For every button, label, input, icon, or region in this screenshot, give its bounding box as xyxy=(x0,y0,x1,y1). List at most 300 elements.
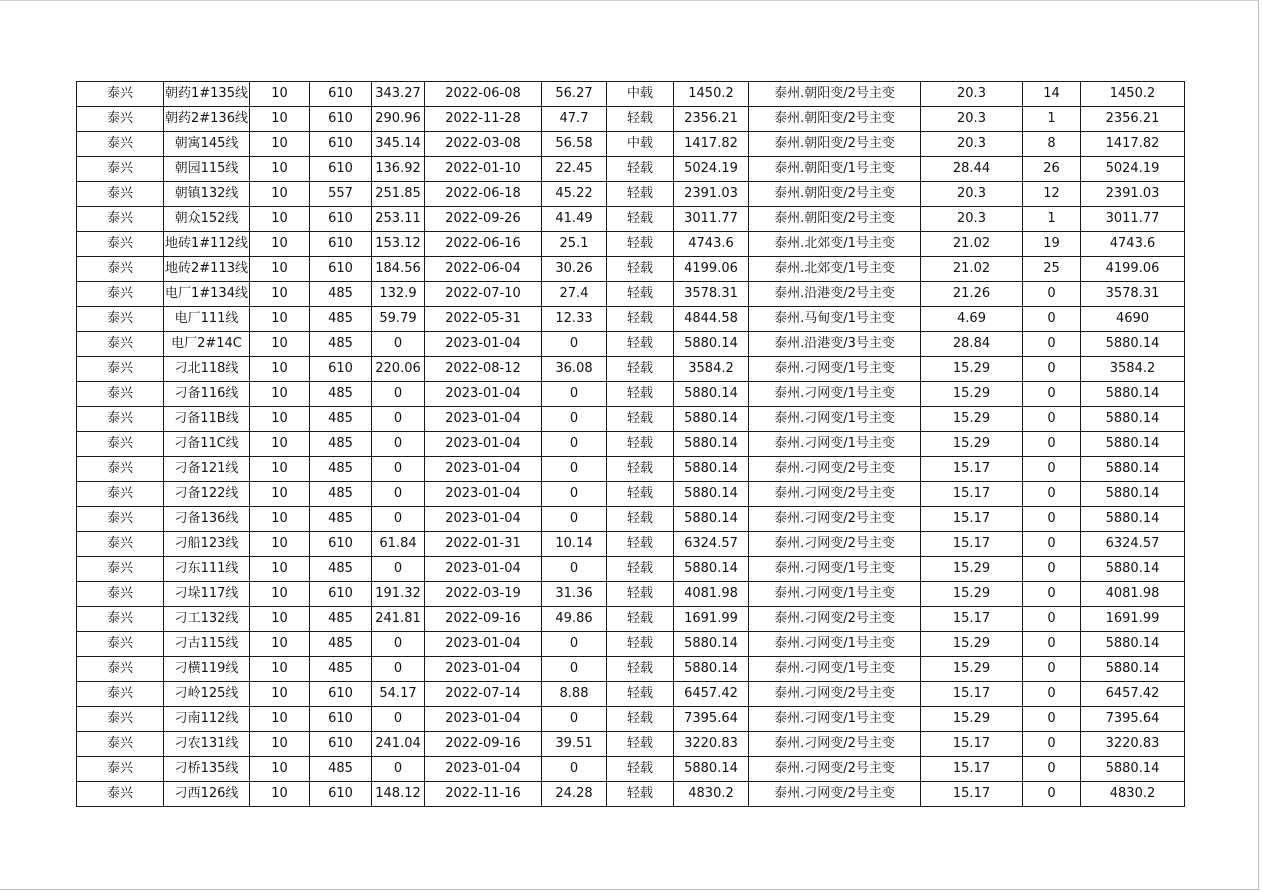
rated-current-cell: 610 xyxy=(310,82,372,107)
table-row xyxy=(77,457,1185,482)
available-capacity-cell: 2391.03 xyxy=(674,182,749,207)
date-cell: 2023-01-04 xyxy=(425,557,542,582)
date-cell: 2022-01-31 xyxy=(425,532,542,557)
available-capacity-cell: 5024.19 xyxy=(674,157,749,182)
count-cell: 0 xyxy=(1023,407,1081,432)
available-capacity-cell: 5880.14 xyxy=(674,757,749,782)
max-current-cell: 191.32 xyxy=(372,582,425,607)
voltage-cell: 10 xyxy=(250,457,310,482)
date-cell: 2023-01-04 xyxy=(425,382,542,407)
line-name-cell: 刁工132线 xyxy=(164,607,250,632)
county-cell: 泰兴 xyxy=(77,407,164,432)
county-cell: 泰兴 xyxy=(77,532,164,557)
table-row xyxy=(77,582,1185,607)
substation-transformer-cell: 泰州.北郊变/1号主变 xyxy=(749,232,921,257)
line-name-cell: 朝药2#136线 xyxy=(164,107,250,132)
max-current-cell: 184.56 xyxy=(372,257,425,282)
substation-transformer-cell: 泰州.马甸变/1号主变 xyxy=(749,307,921,332)
available-capacity-cell: 5880.14 xyxy=(674,632,749,657)
voltage-cell: 10 xyxy=(250,82,310,107)
substation-transformer-cell: 泰州.刁网变/1号主变 xyxy=(749,632,921,657)
line-name-cell: 朝药1#135线 xyxy=(164,82,250,107)
date-cell: 2023-01-04 xyxy=(425,657,542,682)
max-current-cell: 0 xyxy=(372,382,425,407)
available-capacity-cell: 3584.2 xyxy=(674,357,749,382)
substation-transformer-cell: 泰州.朝阳变/2号主变 xyxy=(749,132,921,157)
table-row xyxy=(77,657,1185,682)
load-rate-cell: 22.45 xyxy=(542,157,607,182)
count-cell: 0 xyxy=(1023,607,1081,632)
capacity-cell: 3578.31 xyxy=(1081,282,1185,307)
load-status-cell: 中载 xyxy=(607,82,674,107)
table-row xyxy=(77,307,1185,332)
capacity-cell: 1691.99 xyxy=(1081,607,1185,632)
capacity-cell: 4081.98 xyxy=(1081,582,1185,607)
max-current-cell: 0 xyxy=(372,707,425,732)
date-cell: 2023-01-04 xyxy=(425,482,542,507)
substation-transformer-cell: 泰州.刁网变/1号主变 xyxy=(749,432,921,457)
transformer-load-cell: 15.29 xyxy=(921,707,1023,732)
table-row xyxy=(77,282,1185,307)
voltage-cell: 10 xyxy=(250,607,310,632)
load-rate-cell: 30.26 xyxy=(542,257,607,282)
transformer-load-cell: 15.17 xyxy=(921,507,1023,532)
max-current-cell: 345.14 xyxy=(372,132,425,157)
count-cell: 0 xyxy=(1023,482,1081,507)
load-rate-cell: 31.36 xyxy=(542,582,607,607)
table-row xyxy=(77,632,1185,657)
table-row xyxy=(77,432,1185,457)
transformer-load-cell: 15.17 xyxy=(921,757,1023,782)
load-status-cell: 轻载 xyxy=(607,357,674,382)
load-status-cell: 轻载 xyxy=(607,457,674,482)
transformer-load-cell: 15.29 xyxy=(921,557,1023,582)
max-current-cell: 241.04 xyxy=(372,732,425,757)
date-cell: 2022-06-04 xyxy=(425,257,542,282)
load-status-cell: 轻载 xyxy=(607,782,674,807)
available-capacity-cell: 5880.14 xyxy=(674,382,749,407)
max-current-cell: 253.11 xyxy=(372,207,425,232)
load-rate-cell: 39.51 xyxy=(542,732,607,757)
count-cell: 0 xyxy=(1023,782,1081,807)
county-cell: 泰兴 xyxy=(77,607,164,632)
table-row xyxy=(77,507,1185,532)
rated-current-cell: 485 xyxy=(310,282,372,307)
max-current-cell: 0 xyxy=(372,657,425,682)
transformer-load-cell: 20.3 xyxy=(921,132,1023,157)
load-status-cell: 轻载 xyxy=(607,432,674,457)
county-cell: 泰兴 xyxy=(77,582,164,607)
capacity-cell: 4690 xyxy=(1081,307,1185,332)
line-name-cell: 刁船123线 xyxy=(164,532,250,557)
line-name-cell: 刁桥135线 xyxy=(164,757,250,782)
capacity-cell: 5880.14 xyxy=(1081,332,1185,357)
table-row xyxy=(77,157,1185,182)
load-status-cell: 轻载 xyxy=(607,657,674,682)
rated-current-cell: 610 xyxy=(310,732,372,757)
load-rate-cell: 0 xyxy=(542,757,607,782)
date-cell: 2023-01-04 xyxy=(425,632,542,657)
capacity-cell: 3584.2 xyxy=(1081,357,1185,382)
voltage-cell: 10 xyxy=(250,232,310,257)
date-cell: 2022-09-16 xyxy=(425,732,542,757)
capacity-cell: 5880.14 xyxy=(1081,632,1185,657)
line-name-cell: 刁备11B线 xyxy=(164,407,250,432)
table-row xyxy=(77,332,1185,357)
max-current-cell: 54.17 xyxy=(372,682,425,707)
date-cell: 2022-08-12 xyxy=(425,357,542,382)
load-rate-cell: 41.49 xyxy=(542,207,607,232)
load-status-cell: 轻载 xyxy=(607,182,674,207)
voltage-cell: 10 xyxy=(250,432,310,457)
date-cell: 2023-01-04 xyxy=(425,457,542,482)
max-current-cell: 148.12 xyxy=(372,782,425,807)
capacity-cell: 5880.14 xyxy=(1081,457,1185,482)
rated-current-cell: 485 xyxy=(310,457,372,482)
max-current-cell: 0 xyxy=(372,407,425,432)
date-cell: 2022-01-10 xyxy=(425,157,542,182)
date-cell: 2022-06-18 xyxy=(425,182,542,207)
table-row xyxy=(77,607,1185,632)
available-capacity-cell: 5880.14 xyxy=(674,657,749,682)
count-cell: 0 xyxy=(1023,307,1081,332)
date-cell: 2022-11-16 xyxy=(425,782,542,807)
feeder-load-table xyxy=(76,81,1185,807)
line-name-cell: 刁西126线 xyxy=(164,782,250,807)
voltage-cell: 10 xyxy=(250,132,310,157)
voltage-cell: 10 xyxy=(250,282,310,307)
load-status-cell: 轻载 xyxy=(607,407,674,432)
capacity-cell: 5880.14 xyxy=(1081,382,1185,407)
line-name-cell: 朝寓145线 xyxy=(164,132,250,157)
substation-transformer-cell: 泰州.北郊变/1号主变 xyxy=(749,257,921,282)
substation-transformer-cell: 泰州.沿港变/3号主变 xyxy=(749,332,921,357)
voltage-cell: 10 xyxy=(250,257,310,282)
load-rate-cell: 47.7 xyxy=(542,107,607,132)
county-cell: 泰兴 xyxy=(77,657,164,682)
load-status-cell: 轻载 xyxy=(607,157,674,182)
line-name-cell: 刁南112线 xyxy=(164,707,250,732)
date-cell: 2022-07-14 xyxy=(425,682,542,707)
substation-transformer-cell: 泰州.刁网变/2号主变 xyxy=(749,607,921,632)
table-row xyxy=(77,682,1185,707)
rated-current-cell: 610 xyxy=(310,232,372,257)
table-row xyxy=(77,107,1185,132)
available-capacity-cell: 4743.6 xyxy=(674,232,749,257)
available-capacity-cell: 3220.83 xyxy=(674,732,749,757)
load-status-cell: 轻载 xyxy=(607,232,674,257)
transformer-load-cell: 15.29 xyxy=(921,582,1023,607)
date-cell: 2022-09-16 xyxy=(425,607,542,632)
rated-current-cell: 485 xyxy=(310,482,372,507)
load-rate-cell: 0 xyxy=(542,457,607,482)
line-name-cell: 刁岭125线 xyxy=(164,682,250,707)
date-cell: 2022-03-08 xyxy=(425,132,542,157)
load-status-cell: 轻载 xyxy=(607,382,674,407)
count-cell: 0 xyxy=(1023,707,1081,732)
substation-transformer-cell: 泰州.刁网变/1号主变 xyxy=(749,407,921,432)
load-rate-cell: 0 xyxy=(542,332,607,357)
load-rate-cell: 56.27 xyxy=(542,82,607,107)
capacity-cell: 2391.03 xyxy=(1081,182,1185,207)
available-capacity-cell: 2356.21 xyxy=(674,107,749,132)
substation-transformer-cell: 泰州.刁网变/2号主变 xyxy=(749,532,921,557)
count-cell: 0 xyxy=(1023,432,1081,457)
load-rate-cell: 0 xyxy=(542,382,607,407)
available-capacity-cell: 6457.42 xyxy=(674,682,749,707)
rated-current-cell: 557 xyxy=(310,182,372,207)
county-cell: 泰兴 xyxy=(77,332,164,357)
load-rate-cell: 10.14 xyxy=(542,532,607,557)
line-name-cell: 朝镇132线 xyxy=(164,182,250,207)
capacity-cell: 4743.6 xyxy=(1081,232,1185,257)
count-cell: 0 xyxy=(1023,732,1081,757)
load-status-cell: 轻载 xyxy=(607,307,674,332)
capacity-cell: 4199.06 xyxy=(1081,257,1185,282)
load-status-cell: 轻载 xyxy=(607,332,674,357)
date-cell: 2022-06-08 xyxy=(425,82,542,107)
voltage-cell: 10 xyxy=(250,707,310,732)
substation-transformer-cell: 泰州.朝阳变/2号主变 xyxy=(749,207,921,232)
rated-current-cell: 485 xyxy=(310,632,372,657)
line-name-cell: 刁备122线 xyxy=(164,482,250,507)
rated-current-cell: 610 xyxy=(310,707,372,732)
transformer-load-cell: 21.26 xyxy=(921,282,1023,307)
voltage-cell: 10 xyxy=(250,507,310,532)
date-cell: 2022-11-28 xyxy=(425,107,542,132)
voltage-cell: 10 xyxy=(250,407,310,432)
rated-current-cell: 485 xyxy=(310,757,372,782)
county-cell: 泰兴 xyxy=(77,307,164,332)
load-rate-cell: 36.08 xyxy=(542,357,607,382)
voltage-cell: 10 xyxy=(250,657,310,682)
voltage-cell: 10 xyxy=(250,582,310,607)
available-capacity-cell: 3578.31 xyxy=(674,282,749,307)
voltage-cell: 10 xyxy=(250,107,310,132)
voltage-cell: 10 xyxy=(250,632,310,657)
available-capacity-cell: 5880.14 xyxy=(674,482,749,507)
table-row xyxy=(77,82,1185,107)
table-row xyxy=(77,182,1185,207)
table-row xyxy=(77,207,1185,232)
line-name-cell: 地砖2#113线 xyxy=(164,257,250,282)
load-rate-cell: 0 xyxy=(542,657,607,682)
transformer-load-cell: 20.3 xyxy=(921,82,1023,107)
transformer-load-cell: 15.17 xyxy=(921,532,1023,557)
capacity-cell: 5024.19 xyxy=(1081,157,1185,182)
line-name-cell: 刁备11C线 xyxy=(164,432,250,457)
count-cell: 0 xyxy=(1023,532,1081,557)
load-status-cell: 轻载 xyxy=(607,607,674,632)
load-rate-cell: 24.28 xyxy=(542,782,607,807)
substation-transformer-cell: 泰州.沿港变/2号主变 xyxy=(749,282,921,307)
capacity-cell: 5880.14 xyxy=(1081,557,1185,582)
transformer-load-cell: 20.3 xyxy=(921,207,1023,232)
load-rate-cell: 25.1 xyxy=(542,232,607,257)
county-cell: 泰兴 xyxy=(77,457,164,482)
table-row xyxy=(77,557,1185,582)
line-name-cell: 刁北118线 xyxy=(164,357,250,382)
load-rate-cell: 0 xyxy=(542,557,607,582)
table-row xyxy=(77,707,1185,732)
county-cell: 泰兴 xyxy=(77,432,164,457)
capacity-cell: 5880.14 xyxy=(1081,657,1185,682)
rated-current-cell: 485 xyxy=(310,382,372,407)
table-row xyxy=(77,782,1185,807)
county-cell: 泰兴 xyxy=(77,107,164,132)
table-body xyxy=(77,82,1185,807)
load-rate-cell: 8.88 xyxy=(542,682,607,707)
county-cell: 泰兴 xyxy=(77,232,164,257)
voltage-cell: 10 xyxy=(250,207,310,232)
capacity-cell: 2356.21 xyxy=(1081,107,1185,132)
county-cell: 泰兴 xyxy=(77,182,164,207)
rated-current-cell: 485 xyxy=(310,332,372,357)
available-capacity-cell: 1417.82 xyxy=(674,132,749,157)
voltage-cell: 10 xyxy=(250,157,310,182)
load-rate-cell: 0 xyxy=(542,407,607,432)
county-cell: 泰兴 xyxy=(77,682,164,707)
voltage-cell: 10 xyxy=(250,782,310,807)
transformer-load-cell: 21.02 xyxy=(921,257,1023,282)
date-cell: 2022-09-26 xyxy=(425,207,542,232)
substation-transformer-cell: 泰州.刁网变/1号主变 xyxy=(749,557,921,582)
max-current-cell: 290.96 xyxy=(372,107,425,132)
substation-transformer-cell: 泰州.刁网变/1号主变 xyxy=(749,657,921,682)
load-rate-cell: 27.4 xyxy=(542,282,607,307)
table-row xyxy=(77,532,1185,557)
line-name-cell: 电厂111线 xyxy=(164,307,250,332)
county-cell: 泰兴 xyxy=(77,732,164,757)
voltage-cell: 10 xyxy=(250,307,310,332)
transformer-load-cell: 20.3 xyxy=(921,182,1023,207)
substation-transformer-cell: 泰州.刁网变/2号主变 xyxy=(749,757,921,782)
max-current-cell: 0 xyxy=(372,507,425,532)
county-cell: 泰兴 xyxy=(77,782,164,807)
load-status-cell: 轻载 xyxy=(607,582,674,607)
substation-transformer-cell: 泰州.刁网变/2号主变 xyxy=(749,682,921,707)
load-rate-cell: 0 xyxy=(542,707,607,732)
line-name-cell: 地砖1#112线 xyxy=(164,232,250,257)
max-current-cell: 251.85 xyxy=(372,182,425,207)
substation-transformer-cell: 泰州.刁网变/1号主变 xyxy=(749,707,921,732)
voltage-cell: 10 xyxy=(250,682,310,707)
available-capacity-cell: 7395.64 xyxy=(674,707,749,732)
county-cell: 泰兴 xyxy=(77,757,164,782)
transformer-load-cell: 15.29 xyxy=(921,382,1023,407)
load-status-cell: 轻载 xyxy=(607,757,674,782)
max-current-cell: 0 xyxy=(372,482,425,507)
substation-transformer-cell: 泰州.刁网变/1号主变 xyxy=(749,382,921,407)
table-row xyxy=(77,757,1185,782)
table-row xyxy=(77,357,1185,382)
rated-current-cell: 610 xyxy=(310,357,372,382)
max-current-cell: 136.92 xyxy=(372,157,425,182)
transformer-load-cell: 28.44 xyxy=(921,157,1023,182)
date-cell: 2022-05-31 xyxy=(425,307,542,332)
load-rate-cell: 0 xyxy=(542,482,607,507)
voltage-cell: 10 xyxy=(250,532,310,557)
load-rate-cell: 0 xyxy=(542,432,607,457)
capacity-cell: 5880.14 xyxy=(1081,432,1185,457)
voltage-cell: 10 xyxy=(250,182,310,207)
line-name-cell: 刁东111线 xyxy=(164,557,250,582)
count-cell: 0 xyxy=(1023,582,1081,607)
rated-current-cell: 610 xyxy=(310,207,372,232)
max-current-cell: 0 xyxy=(372,757,425,782)
county-cell: 泰兴 xyxy=(77,382,164,407)
load-status-cell: 轻载 xyxy=(607,257,674,282)
max-current-cell: 343.27 xyxy=(372,82,425,107)
max-current-cell: 241.81 xyxy=(372,607,425,632)
transformer-load-cell: 15.29 xyxy=(921,632,1023,657)
count-cell: 0 xyxy=(1023,657,1081,682)
table-row xyxy=(77,482,1185,507)
table-row xyxy=(77,407,1185,432)
date-cell: 2023-01-04 xyxy=(425,432,542,457)
substation-transformer-cell: 泰州.刁网变/1号主变 xyxy=(749,357,921,382)
available-capacity-cell: 5880.14 xyxy=(674,457,749,482)
county-cell: 泰兴 xyxy=(77,207,164,232)
substation-transformer-cell: 泰州.朝阳变/2号主变 xyxy=(749,182,921,207)
capacity-cell: 3011.77 xyxy=(1081,207,1185,232)
transformer-load-cell: 15.17 xyxy=(921,782,1023,807)
county-cell: 泰兴 xyxy=(77,82,164,107)
table-row xyxy=(77,257,1185,282)
available-capacity-cell: 1691.99 xyxy=(674,607,749,632)
transformer-load-cell: 21.02 xyxy=(921,232,1023,257)
transformer-load-cell: 4.69 xyxy=(921,307,1023,332)
rated-current-cell: 610 xyxy=(310,157,372,182)
transformer-load-cell: 15.17 xyxy=(921,682,1023,707)
line-name-cell: 电厂2#14C xyxy=(164,332,250,357)
rated-current-cell: 485 xyxy=(310,407,372,432)
available-capacity-cell: 5880.14 xyxy=(674,432,749,457)
capacity-cell: 6324.57 xyxy=(1081,532,1185,557)
county-cell: 泰兴 xyxy=(77,707,164,732)
voltage-cell: 10 xyxy=(250,482,310,507)
substation-transformer-cell: 泰州.刁网变/1号主变 xyxy=(749,582,921,607)
date-cell: 2023-01-04 xyxy=(425,507,542,532)
available-capacity-cell: 4844.58 xyxy=(674,307,749,332)
substation-transformer-cell: 泰州.刁网变/2号主变 xyxy=(749,732,921,757)
max-current-cell: 61.84 xyxy=(372,532,425,557)
load-rate-cell: 0 xyxy=(542,632,607,657)
line-name-cell: 刁备121线 xyxy=(164,457,250,482)
voltage-cell: 10 xyxy=(250,732,310,757)
count-cell: 26 xyxy=(1023,157,1081,182)
max-current-cell: 0 xyxy=(372,557,425,582)
county-cell: 泰兴 xyxy=(77,482,164,507)
substation-transformer-cell: 泰州.朝阳变/2号主变 xyxy=(749,82,921,107)
available-capacity-cell: 5880.14 xyxy=(674,557,749,582)
load-rate-cell: 49.86 xyxy=(542,607,607,632)
rated-current-cell: 610 xyxy=(310,682,372,707)
load-rate-cell: 12.33 xyxy=(542,307,607,332)
count-cell: 1 xyxy=(1023,107,1081,132)
voltage-cell: 10 xyxy=(250,357,310,382)
transformer-load-cell: 15.17 xyxy=(921,732,1023,757)
substation-transformer-cell: 泰州.刁网变/2号主变 xyxy=(749,457,921,482)
capacity-cell: 5880.14 xyxy=(1081,407,1185,432)
count-cell: 0 xyxy=(1023,332,1081,357)
capacity-cell: 5880.14 xyxy=(1081,757,1185,782)
available-capacity-cell: 1450.2 xyxy=(674,82,749,107)
max-current-cell: 132.9 xyxy=(372,282,425,307)
line-name-cell: 电厂1#134线 xyxy=(164,282,250,307)
load-status-cell: 中载 xyxy=(607,132,674,157)
voltage-cell: 10 xyxy=(250,332,310,357)
